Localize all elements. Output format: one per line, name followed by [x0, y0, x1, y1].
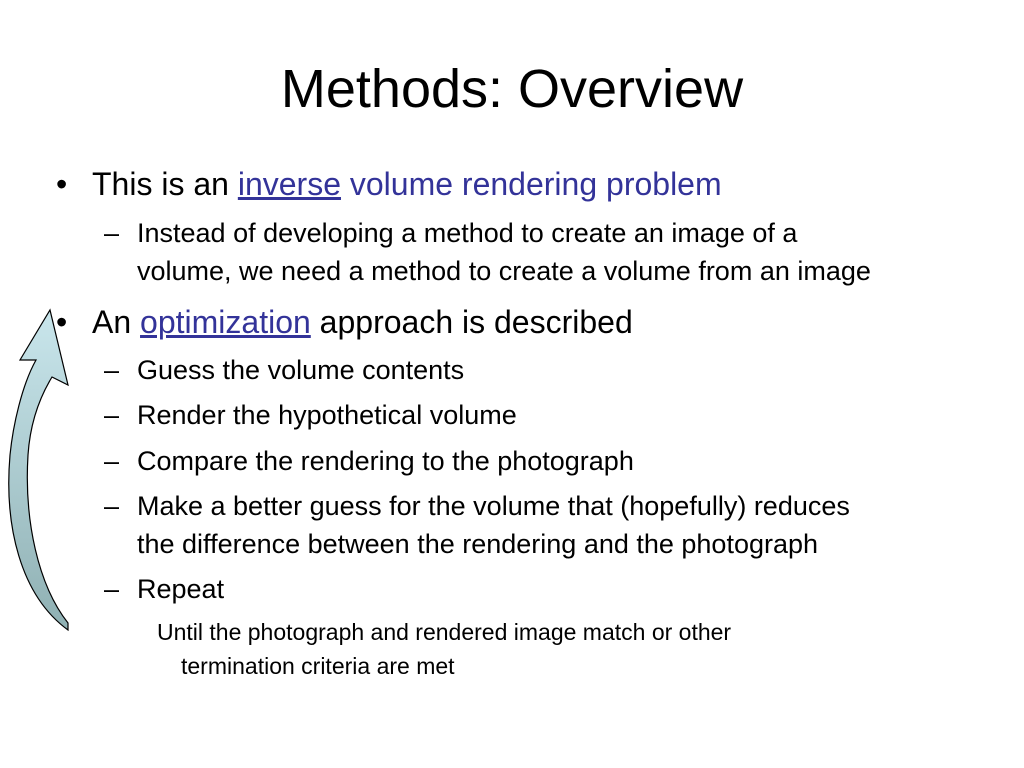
curved-up-arrow-icon	[0, 305, 80, 635]
bullet-2-tail: approach is described	[310, 304, 633, 340]
sub-item-better-guess-line2: the difference between the rendering and the photograph	[137, 529, 819, 559]
bullet-1-tail: volume rendering problem	[340, 166, 722, 202]
bullet-2-lead: An	[92, 304, 141, 340]
bullet-1-lead: This is an	[92, 166, 238, 202]
sub-item-render: Render the hypothetical volume	[137, 400, 517, 430]
bullet-2-text	[92, 306, 633, 338]
bullet-marker: •	[56, 304, 68, 340]
sub-marker: –	[104, 446, 120, 476]
repeat-note-line2: termination criteria are met	[181, 653, 455, 679]
bullet-1-text	[92, 168, 722, 200]
inverse-link[interactable]: inverse	[237, 166, 341, 202]
sub-marker: –	[104, 355, 120, 385]
sub-item-1a-line1: Instead of developing a method to create an image of a	[137, 218, 798, 248]
repeat-note-line1: Until the photograph and rendered image match or other	[157, 619, 732, 645]
sub-item-1a-line2: volume, we need a method to create a volume from an image	[137, 256, 871, 286]
sub-marker: –	[104, 574, 120, 604]
sub-marker: –	[104, 218, 120, 248]
sub-item-repeat: Repeat	[137, 574, 225, 604]
sub-item-better-guess-line1: Make a better guess for the volume that (hopefully) reduces	[137, 491, 850, 521]
optimization-link[interactable]: optimization	[140, 304, 311, 340]
sub-marker: –	[104, 400, 120, 430]
sub-item-guess: Guess the volume contents	[137, 355, 465, 385]
sub-item-compare: Compare the rendering to the photograph	[137, 446, 634, 476]
slide-title: Methods: Overview	[280, 59, 744, 119]
sub-marker: –	[104, 491, 120, 521]
bullet-marker: •	[56, 166, 68, 202]
